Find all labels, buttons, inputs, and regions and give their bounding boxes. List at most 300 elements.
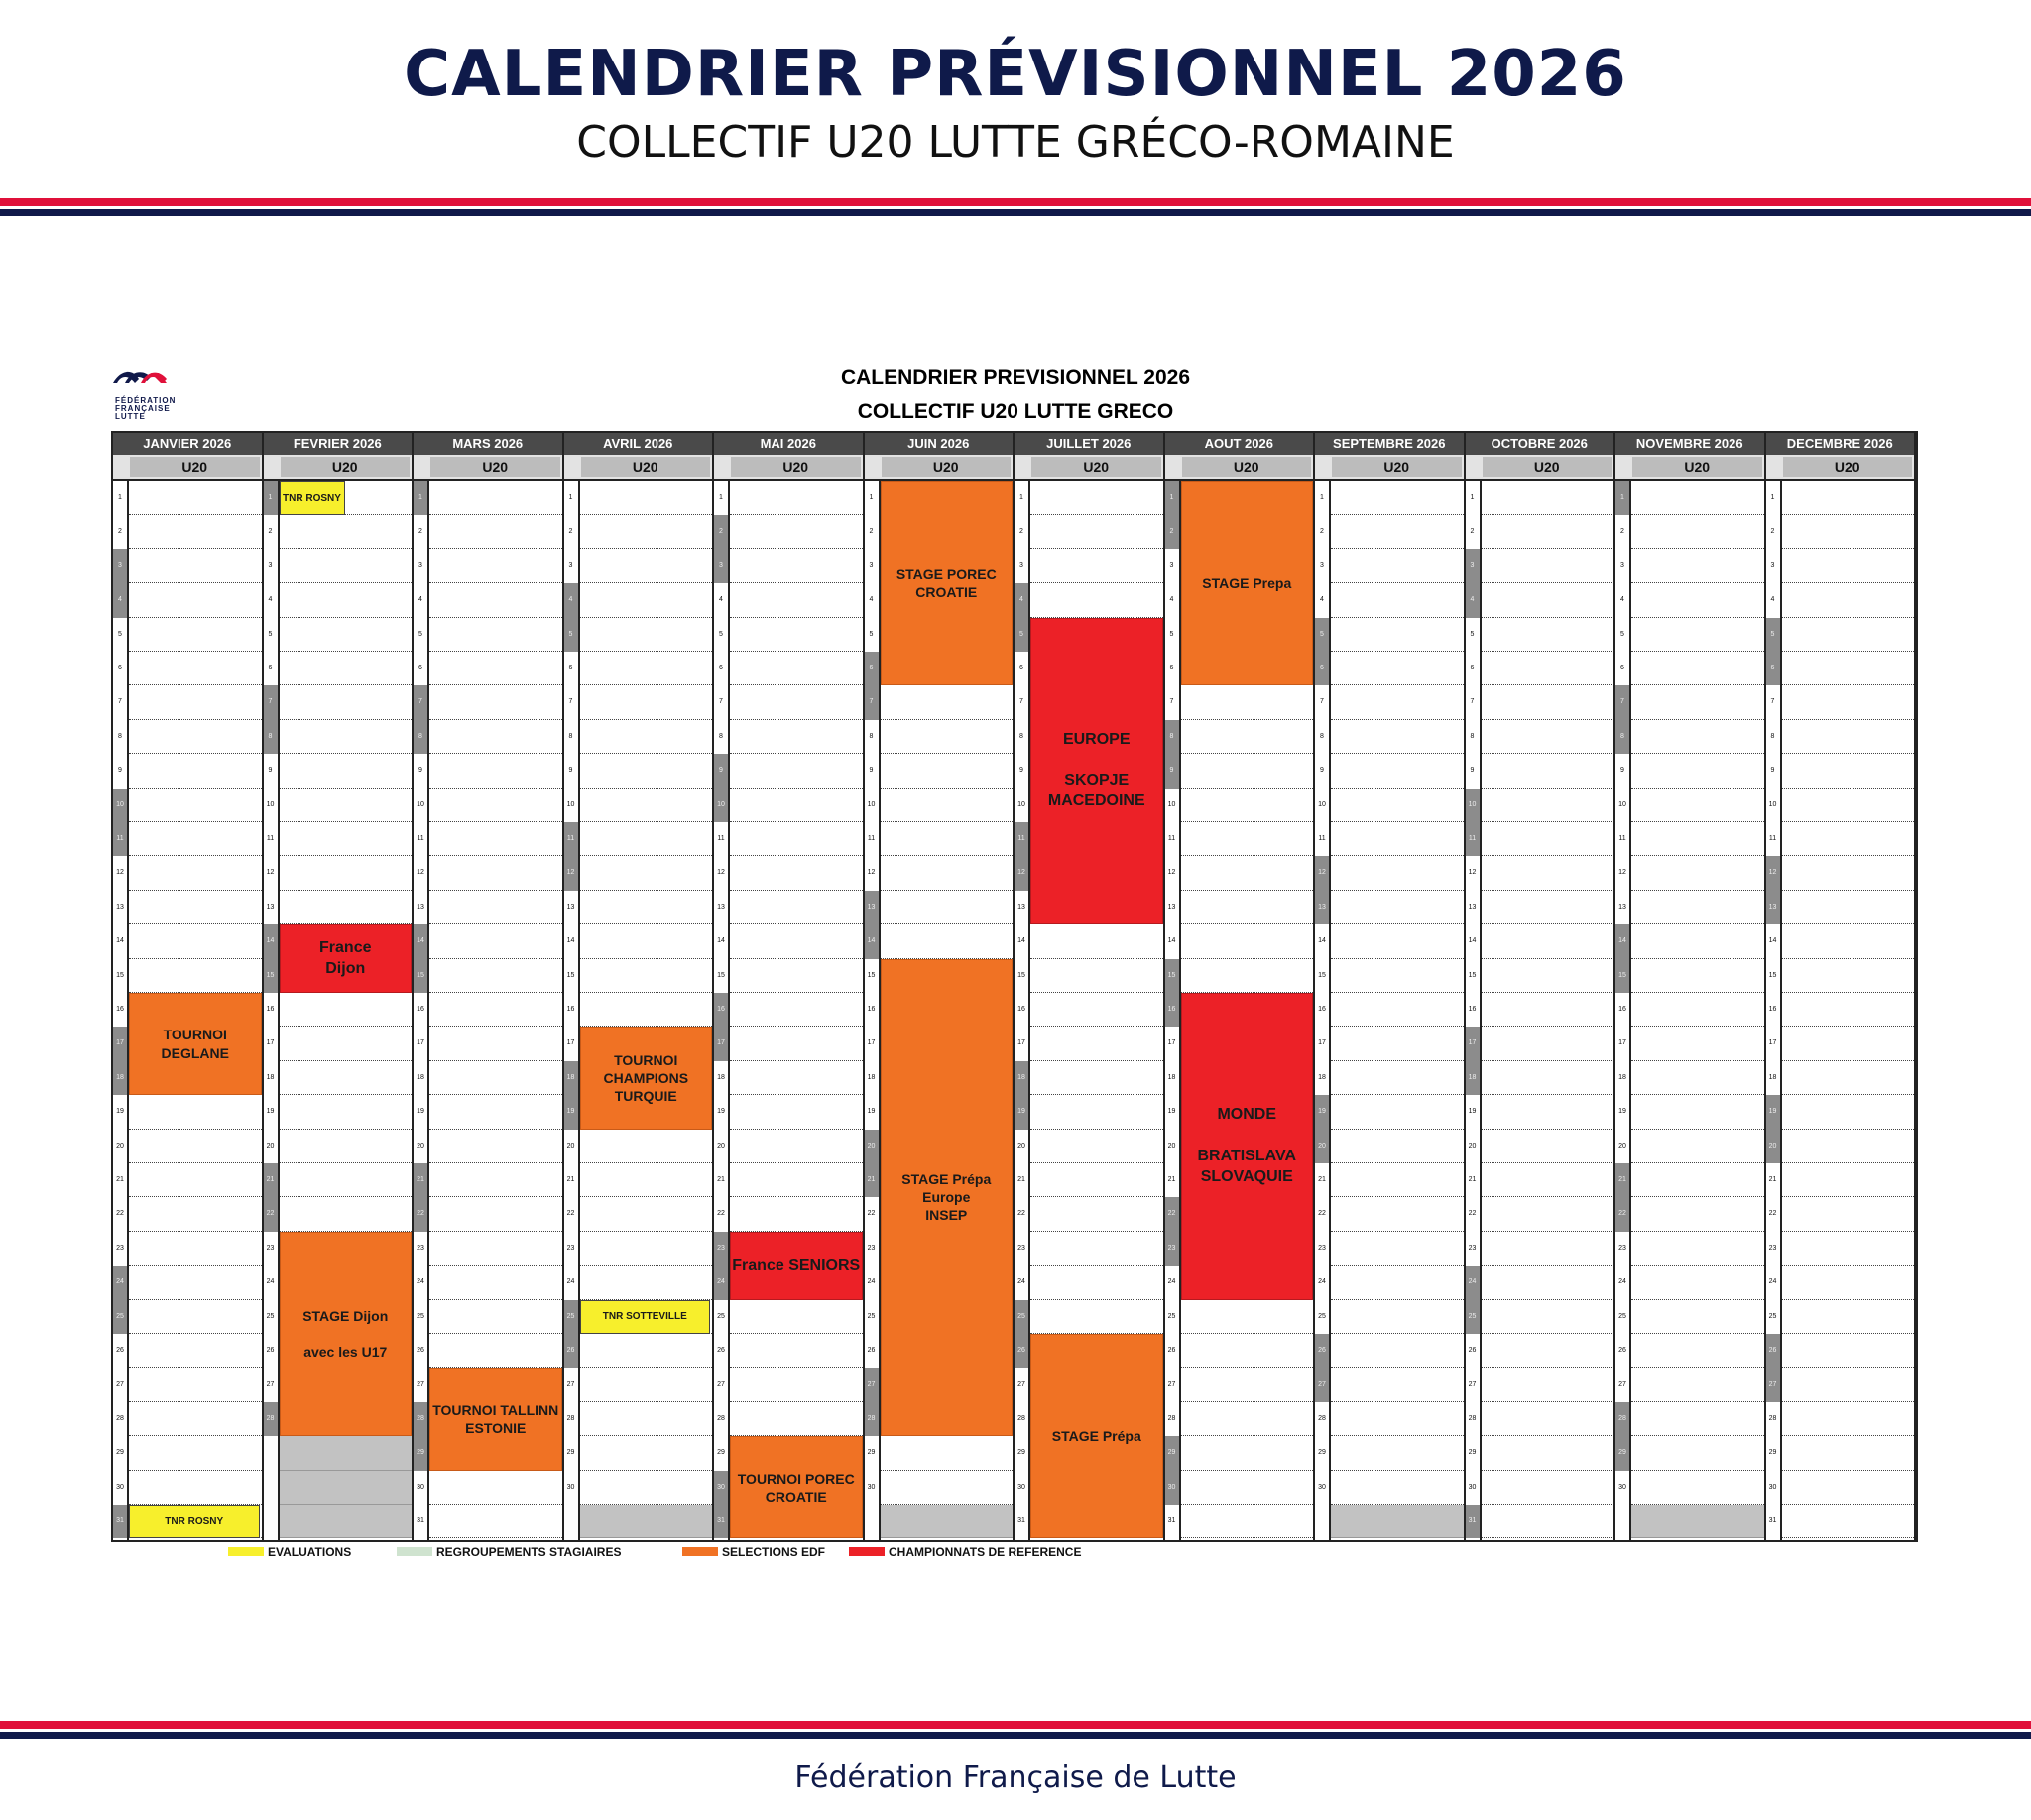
- day-number: 12: [1615, 856, 1629, 890]
- day-number: 17: [1766, 1027, 1780, 1060]
- day-number: 9: [1615, 754, 1629, 788]
- day-number: 26: [1015, 1334, 1028, 1368]
- day-number-column: [264, 481, 280, 1542]
- day-number: 19: [1315, 1095, 1329, 1129]
- day-number: 5: [113, 618, 127, 652]
- day-cell: [881, 891, 1014, 924]
- day-number: 10: [1766, 789, 1780, 822]
- day-number: 7: [714, 685, 728, 719]
- legend-label: CHAMPIONNATS DE REFERENCE: [889, 1545, 1082, 1559]
- category-row: [414, 455, 562, 479]
- day-number: 27: [1015, 1368, 1028, 1401]
- day-cell: [1181, 789, 1314, 822]
- day-number: 17: [1315, 1027, 1329, 1060]
- day-cell: [429, 583, 562, 617]
- day-number: 21: [714, 1163, 728, 1197]
- day-cell: [1631, 481, 1764, 515]
- day-cell: [1631, 1334, 1764, 1368]
- day-cell: [1482, 720, 1614, 754]
- day-number: 18: [564, 1061, 578, 1095]
- day-cell: [1030, 583, 1163, 617]
- day-number: 25: [714, 1300, 728, 1334]
- event-selection[interactable]: TOURNOI TALLINN ESTONIE: [429, 1368, 562, 1470]
- day-number: 12: [1015, 856, 1028, 890]
- day-number: 14: [1165, 924, 1179, 958]
- month-header: FEVRIER 2026: [264, 433, 413, 455]
- day-cell: [1331, 583, 1464, 617]
- day-cell: [1631, 720, 1764, 754]
- month-header: OCTOBRE 2026: [1466, 433, 1614, 455]
- day-number: 4: [1315, 583, 1329, 617]
- day-cell: [1331, 754, 1464, 788]
- day-cell: [730, 1197, 863, 1231]
- day-cell: [730, 1402, 863, 1436]
- day-number: 18: [264, 1061, 278, 1095]
- day-cell: [1181, 891, 1314, 924]
- day-number: 11: [1766, 822, 1780, 856]
- day-number: 2: [1015, 515, 1028, 548]
- day-cell: [1631, 1027, 1764, 1060]
- day-number: 19: [414, 1095, 427, 1129]
- day-number: 27: [714, 1368, 728, 1401]
- day-cell: [730, 618, 863, 652]
- day-number: 21: [1015, 1163, 1028, 1197]
- day-number: 1: [714, 481, 728, 515]
- day-number: 6: [1466, 652, 1480, 685]
- day-cell: [1181, 822, 1314, 856]
- day-number: 4: [264, 583, 278, 617]
- day-cell: [280, 1095, 413, 1129]
- day-number: 18: [1766, 1061, 1780, 1095]
- day-cell: [1782, 583, 1915, 617]
- day-number: 9: [264, 754, 278, 788]
- day-number: 16: [714, 993, 728, 1027]
- day-cell: [1331, 1232, 1464, 1266]
- day-number: 9: [1766, 754, 1780, 788]
- event-selection[interactable]: TOURNOI DEGLANE: [129, 993, 262, 1095]
- day-number: 13: [1165, 891, 1179, 924]
- day-cell: [1631, 1300, 1764, 1334]
- day-cell: [1631, 754, 1764, 788]
- category-row: [264, 455, 413, 479]
- day-cell: [881, 789, 1014, 822]
- day-cell: [129, 720, 262, 754]
- day-number: 23: [865, 1232, 879, 1266]
- day-number: 18: [414, 1061, 427, 1095]
- day-cell: [1482, 549, 1614, 583]
- day-number: 6: [1315, 652, 1329, 685]
- day-cell: [1482, 789, 1614, 822]
- day-number: 19: [1165, 1095, 1179, 1129]
- category-label: U20: [130, 457, 260, 477]
- day-number: 29: [1766, 1436, 1780, 1470]
- day-number: 28: [1165, 1402, 1179, 1436]
- day-cell: [1782, 720, 1915, 754]
- day-number: 3: [1015, 549, 1028, 583]
- day-number: 8: [1165, 720, 1179, 754]
- day-number: 8: [564, 720, 578, 754]
- category-row: [564, 455, 713, 479]
- day-number: 27: [264, 1368, 278, 1401]
- day-cell: [1030, 1197, 1163, 1231]
- day-cell: [1331, 549, 1464, 583]
- category-label: U20: [1632, 457, 1762, 477]
- day-cell: [1631, 1163, 1764, 1197]
- day-number: 26: [1165, 1334, 1179, 1368]
- day-cell: [1181, 1300, 1314, 1334]
- day-number: 20: [1315, 1130, 1329, 1163]
- day-number: 24: [865, 1266, 879, 1299]
- day-cell: [1482, 1402, 1614, 1436]
- day-cell: [1482, 1505, 1614, 1538]
- day-number: 3: [1315, 549, 1329, 583]
- event-selection[interactable]: STAGE Prépa: [1030, 1334, 1163, 1538]
- day-number: 13: [264, 891, 278, 924]
- day-cell: [1331, 822, 1464, 856]
- day-number: 13: [714, 891, 728, 924]
- day-cell: [580, 822, 713, 856]
- day-number: 2: [1766, 515, 1780, 548]
- day-number: 27: [865, 1368, 879, 1401]
- day-cell: [1482, 1300, 1614, 1334]
- day-number: 26: [264, 1334, 278, 1368]
- day-number: 24: [1315, 1266, 1329, 1299]
- day-number: 8: [113, 720, 127, 754]
- day-number: 9: [865, 754, 879, 788]
- day-cell-unused: [280, 1436, 413, 1470]
- day-cell: [881, 1436, 1014, 1470]
- day-number: 11: [1165, 822, 1179, 856]
- day-cell: [280, 1027, 413, 1060]
- day-number: 4: [414, 583, 427, 617]
- day-number: 11: [1315, 822, 1329, 856]
- day-cell: [1482, 618, 1614, 652]
- day-number: 21: [1466, 1163, 1480, 1197]
- day-number: 30: [714, 1471, 728, 1505]
- day-number: 15: [414, 959, 427, 993]
- day-number: 20: [1766, 1130, 1780, 1163]
- category-label: U20: [1031, 457, 1161, 477]
- legend-swatch: [849, 1547, 885, 1556]
- day-number: 12: [714, 856, 728, 890]
- day-number: 7: [1615, 685, 1629, 719]
- day-number: 25: [113, 1300, 127, 1334]
- day-number: 8: [1615, 720, 1629, 754]
- day-number: 5: [264, 618, 278, 652]
- day-number: 19: [1015, 1095, 1028, 1129]
- category-row: [1165, 455, 1314, 479]
- day-cell: [580, 1130, 713, 1163]
- day-number: 2: [1315, 515, 1329, 548]
- day-number: 13: [113, 891, 127, 924]
- day-number: 10: [113, 789, 127, 822]
- day-number: 29: [113, 1436, 127, 1470]
- day-number: 22: [1766, 1197, 1780, 1231]
- day-cell: [1482, 856, 1614, 890]
- day-number: 15: [564, 959, 578, 993]
- month-header: DECEMBRE 2026: [1766, 433, 1915, 455]
- day-number: 3: [1615, 549, 1629, 583]
- day-number: 20: [113, 1130, 127, 1163]
- day-number: 27: [414, 1368, 427, 1401]
- day-cell: [280, 1163, 413, 1197]
- day-number: 9: [1466, 754, 1480, 788]
- day-number: 24: [113, 1266, 127, 1299]
- day-cell: [1782, 754, 1915, 788]
- day-cell: [1631, 1130, 1764, 1163]
- day-number: 14: [264, 924, 278, 958]
- day-number: 7: [1315, 685, 1329, 719]
- day-number: 28: [564, 1402, 578, 1436]
- day-number: 3: [1466, 549, 1480, 583]
- day-number: 17: [1015, 1027, 1028, 1060]
- day-number: 9: [1315, 754, 1329, 788]
- event-evaluation[interactable]: TNR ROSNY: [129, 1505, 260, 1538]
- day-cell: [129, 685, 262, 719]
- day-number: 7: [564, 685, 578, 719]
- day-number: 5: [1015, 618, 1028, 652]
- day-cell: [580, 515, 713, 548]
- day-cell-unused: [1631, 1505, 1764, 1538]
- day-number: 7: [113, 685, 127, 719]
- day-number: 16: [264, 993, 278, 1027]
- day-cell: [1631, 1402, 1764, 1436]
- day-cell: [280, 549, 413, 583]
- day-number: 30: [865, 1471, 879, 1505]
- day-number: 3: [414, 549, 427, 583]
- day-number: 18: [1015, 1061, 1028, 1095]
- calendar-title: CALENDRIER PREVISIONNEL 2026: [840, 366, 1191, 389]
- category-row: [714, 455, 863, 479]
- event-selection[interactable]: STAGE Dijon avec les U17: [280, 1232, 413, 1436]
- day-number: 7: [414, 685, 427, 719]
- day-number: 14: [113, 924, 127, 958]
- event-selection[interactable]: TOURNOI POREC CROATIE: [730, 1436, 863, 1538]
- day-number: 4: [1015, 583, 1028, 617]
- day-cell: [1331, 481, 1464, 515]
- day-cell: [1631, 959, 1764, 993]
- day-cell: [1030, 1266, 1163, 1299]
- day-number: 21: [1315, 1163, 1329, 1197]
- day-number: 26: [1766, 1334, 1780, 1368]
- day-cell: [1782, 618, 1915, 652]
- day-number: 16: [1766, 993, 1780, 1027]
- day-cell: [429, 1505, 562, 1538]
- day-cell: [1482, 1232, 1614, 1266]
- day-number: 23: [1766, 1232, 1780, 1266]
- day-cell: [730, 789, 863, 822]
- day-cell: [1030, 1027, 1163, 1060]
- day-number: 8: [1466, 720, 1480, 754]
- day-number: 5: [1165, 618, 1179, 652]
- day-cell: [1631, 822, 1764, 856]
- day-cell: [1782, 1334, 1915, 1368]
- day-number: 22: [1315, 1197, 1329, 1231]
- day-number: 16: [113, 993, 127, 1027]
- day-number: 25: [1165, 1300, 1179, 1334]
- day-cell: [730, 1334, 863, 1368]
- top-band-navy: [0, 209, 2031, 216]
- day-number: 11: [865, 822, 879, 856]
- day-number: 27: [1615, 1368, 1629, 1401]
- day-number: 7: [1015, 685, 1028, 719]
- day-cell: [730, 959, 863, 993]
- day-number: 9: [113, 754, 127, 788]
- day-cell: [1030, 515, 1163, 548]
- day-cell: [429, 891, 562, 924]
- day-number: 10: [1615, 789, 1629, 822]
- day-number: 11: [564, 822, 578, 856]
- day-cell: [1181, 1402, 1314, 1436]
- day-cell: [580, 1266, 713, 1299]
- day-number: 5: [564, 618, 578, 652]
- day-cell: [429, 1232, 562, 1266]
- category-label: U20: [1483, 457, 1613, 477]
- month-header: NOVEMBRE 2026: [1615, 433, 1764, 455]
- day-cell: [280, 583, 413, 617]
- day-number: 15: [714, 959, 728, 993]
- day-cell: [580, 549, 713, 583]
- day-cell: [1181, 685, 1314, 719]
- day-cell: [881, 720, 1014, 754]
- day-number: 8: [264, 720, 278, 754]
- event-selection[interactable]: STAGE Prépa Europe INSEP: [881, 959, 1014, 1437]
- day-number: 17: [1165, 1027, 1179, 1060]
- day-cell: [429, 1130, 562, 1163]
- event-championnat[interactable]: France SENIORS: [730, 1232, 863, 1300]
- day-number: 1: [564, 481, 578, 515]
- day-number: 25: [1015, 1300, 1028, 1334]
- day-cell: [1782, 1266, 1915, 1299]
- day-cell: [429, 924, 562, 958]
- day-cell: [429, 515, 562, 548]
- day-number-column: [1466, 481, 1482, 1542]
- day-number: 1: [1015, 481, 1028, 515]
- day-number: 24: [264, 1266, 278, 1299]
- day-number: 25: [264, 1300, 278, 1334]
- day-cell: [129, 515, 262, 548]
- day-number: 17: [564, 1027, 578, 1060]
- day-number: 26: [865, 1334, 879, 1368]
- event-championnat[interactable]: MONDE BRATISLAVA SLOVAQUIE: [1181, 993, 1314, 1300]
- day-cell: [1782, 1436, 1915, 1470]
- day-number: 20: [1615, 1130, 1629, 1163]
- day-cell: [730, 515, 863, 548]
- day-cell: [1631, 891, 1764, 924]
- day-number: 15: [1615, 959, 1629, 993]
- day-cell: [730, 856, 863, 890]
- day-number: 30: [113, 1471, 127, 1505]
- month-header: JUILLET 2026: [1015, 433, 1163, 455]
- day-cell: [280, 685, 413, 719]
- day-number: 11: [264, 822, 278, 856]
- event-evaluation[interactable]: TNR ROSNY: [280, 481, 345, 515]
- day-cell: [580, 959, 713, 993]
- event-selection[interactable]: TOURNOI CHAMPIONS TURQUIE: [580, 1027, 713, 1129]
- day-number: 30: [1615, 1471, 1629, 1505]
- day-number: 23: [414, 1232, 427, 1266]
- month-column: [714, 433, 865, 1542]
- day-number: 30: [1015, 1471, 1028, 1505]
- day-cell: [580, 891, 713, 924]
- day-cell: [1181, 1436, 1314, 1470]
- day-number: 22: [1615, 1197, 1629, 1231]
- day-cell: [1331, 1163, 1464, 1197]
- day-number: 5: [714, 618, 728, 652]
- day-cell: [1782, 1232, 1915, 1266]
- day-cell: [1331, 1130, 1464, 1163]
- day-number: 26: [714, 1334, 728, 1368]
- day-cell: [429, 789, 562, 822]
- day-number: 14: [564, 924, 578, 958]
- day-cell: [1782, 685, 1915, 719]
- day-number: 19: [113, 1095, 127, 1129]
- day-cell: [1331, 789, 1464, 822]
- day-number: 1: [1766, 481, 1780, 515]
- day-number: 15: [1466, 959, 1480, 993]
- day-number-column: [564, 481, 580, 1542]
- day-cell: [730, 754, 863, 788]
- category-label: U20: [281, 457, 411, 477]
- day-cell: [1331, 959, 1464, 993]
- day-cell: [580, 1471, 713, 1505]
- day-cell: [1331, 1095, 1464, 1129]
- day-number: 20: [714, 1130, 728, 1163]
- day-cell: [580, 993, 713, 1027]
- day-cell: [429, 754, 562, 788]
- day-cell: [429, 1334, 562, 1368]
- event-championnat[interactable]: EUROPE SKOPJE MACEDOINE: [1030, 618, 1163, 925]
- day-cell: [1782, 959, 1915, 993]
- day-cell: [881, 924, 1014, 958]
- day-cell: [1030, 1095, 1163, 1129]
- day-cell: [429, 720, 562, 754]
- day-cell: [129, 891, 262, 924]
- day-cell: [280, 515, 413, 548]
- day-number: 15: [1315, 959, 1329, 993]
- day-cell: [730, 993, 863, 1027]
- day-cell: [129, 1368, 262, 1401]
- page-title: CALENDRIER PRÉVISIONNEL 2026: [404, 38, 1627, 111]
- day-cell: [1030, 924, 1163, 958]
- day-cell: [129, 1436, 262, 1470]
- day-number: 22: [1165, 1197, 1179, 1231]
- day-cell: [730, 1095, 863, 1129]
- day-cell: [730, 1130, 863, 1163]
- category-row: [113, 455, 262, 479]
- day-number: 21: [414, 1163, 427, 1197]
- day-cell: [1482, 993, 1614, 1027]
- event-championnat[interactable]: France Dijon: [280, 924, 413, 993]
- day-number: 16: [1015, 993, 1028, 1027]
- event-selection[interactable]: STAGE Prepa: [1181, 481, 1314, 685]
- day-number: 7: [1466, 685, 1480, 719]
- day-number: 15: [1015, 959, 1028, 993]
- day-number: 23: [1466, 1232, 1480, 1266]
- event-selection[interactable]: STAGE POREC CROATIE: [881, 481, 1014, 685]
- day-number: 22: [414, 1197, 427, 1231]
- day-number: 23: [564, 1232, 578, 1266]
- day-cell: [129, 549, 262, 583]
- day-cell: [1482, 754, 1614, 788]
- day-cell: [129, 652, 262, 685]
- day-number: 6: [1615, 652, 1629, 685]
- event-evaluation[interactable]: TNR SOTTEVILLE: [580, 1300, 711, 1334]
- day-number: 9: [564, 754, 578, 788]
- day-cell: [1482, 924, 1614, 958]
- day-number: 21: [564, 1163, 578, 1197]
- day-number: 23: [113, 1232, 127, 1266]
